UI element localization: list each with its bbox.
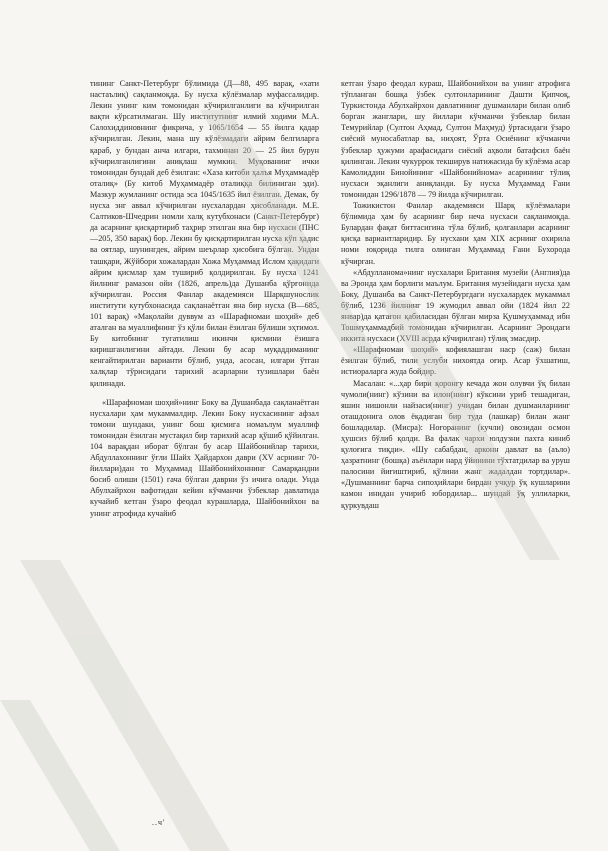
right-paragraph-1: кетган ўзаро феодал кураш, Шайбонийхон ва унинг атрофига тўпланган бошқа ўзбек султонларининг Дашти Қипчоқ, Туркистонда Абулхайрхон давлатининг душманлари билан олиб борган жанглари, шу йиллари кўчманчи ўзбеклар билан Темурийлар (Султон Аҳмад, Султон Маҳмуд) ўртасидаги ўзаро сиёсий муносабатлар ва, ниҳоят, Ўрта Осиёнинг кўчманчи ўзбеклар ҳужуми арафасидаги сиёсий аҳволи батафсил баён қилинган. Лекин чукуррок текширув натижасида бу кўлёзма асар Камолиддин Бинойининг «Шайбонийнома» асарининг тўлиқ нусхаси эқанлиги аниқланди. Бу нусха Муҳаммад Ғани томонидан 1296/1878 — 79 йилда кўчирилган.	[341, 79, 570, 199]
right-paragraph-3: «Абдулланома»нинг нусхалари Британия музейи (Англия)да ва Эронда ҳам борлиги маълум. Британия музейидаги нусха ҳам Боку, Душанба ва Санкт-Петербургдаги нусхалардек мукаммал бўлиб, 1236 йилнинг 19 жумодил аввал ойи (1824 йил 22 январ)да қатағон қабиласидан бўлган мирза Қушмуҳаммад ибн Тошмуҳаммадбий томонидан кўчирилган. Асарнинг Эрондаги иккита нусхаси (XVIII асрда кўчирилган) тўлиқ эмасдир.	[341, 267, 570, 344]
right-paragraph-2: Тожикистон Фанлар академияси Шарқ кўлёзмалари бўлимида ҳам бу асарнинг бир неча нусхаси сақланмоқда. Булардан фақат биттасигина тўла бўлиб, қолганлари асарнинг қисқа вариантларидир. Бу нусхани ҳам XIX асрнинг охирила номи юқорида тилга олинган Муҳаммад Ғани Бухорода кўчирган.	[341, 201, 570, 266]
left-paragraph-1: тининг Санкт-Петербург бўлимида (Д—88, 495 варақ, «хати настаълиқ) сақланмоқда. Бу нусха кўлёзмалар муфассалидир. Лекин унинг ким томонидан кўчирилганлиги ва кўчирилган вақти кўрсатилмаган. Шу институтнинг илмий ходими М.А. Салохиддиновнинг фикрича, у 1065/1654 — 55 йилга қадар кўчирилган. Лекин, мана шу кўлёзмадаги айрим белгиларга қараб, у бундан анча илгари, тахминан 20 — 25 йил бурун кўчирилганлигини аниқлаш мумкин. Муқованинг ички томонидан бундай деб ёзилган: «Хаза китоби ҳалъя Муҳаммадёр оталиқ» (Бу китоб Муҳаммадёр оталиққа билиниган эди). Мазкур жумланинг остида эса 1045/1635 йил ёзилган. Демак, бу нусха энг аввал кўчирилган нусхалардан ҳисобланади. М.Е. Салтиков-Шчедрин номли халқ кутубхонаси (Санкт-Петербург) да асарнинг қисқартириб таҳрир этилган яна бир нусхаси (ПНС—205, 350 варақ) бор. Лекин бу қисқартирилган нусха кўп ҳадис ва оятлар, шунингдек, айрим шеърлар ҳисобига бўлган. Ундан ташқари, Жўйбори хожалардан Хожа Муҳаммад Ислом ҳақидаги айрим қисмлар ҳам тушириб қолдирилган. Бу нусха 1241 йилнинг рамазон ойи (1826, апрель)да Душанба қўрғонида кўчирилган. Россия Фанлар академияси Шарқшунослик институти кутубхонасида сақланаётган яна бир нусха (В—685, 101 варақ) «Мақолайи дуввум аз «Шарафномаи шоҳий» деб аталган ва муаллифнинг ўз қўли билан ёзилган бўлиши эҳтимол. Бу китобнинг тугатилиш икинчи қисмини ёзишга киришганлигини айтади. Лекин бу асар муқаддиманинг кенгайтирилган варианти бўлиб, унда, асосан, илгари ўтган халқлар тўрисидаги тарихий асарларни тузишлари баён қилинади.	[90, 79, 319, 388]
right-paragraph-4: «Шарафномаи шоҳий» кофиялашган наср (саж) билан ёзилган бўлиб, тили услуби нихоятда оғир. Асар ўхшатиш, истиораларга жуда бойдир.	[341, 345, 570, 377]
left-column	[90, 78, 319, 519]
right-column	[341, 78, 570, 511]
left-paragraph-2: «Шарафномаи шоҳий»нинг Боку ва Душанбада сақланаётган нусхалари ҳам мукаммалдир. Лекин Боку нусхасининг афзал томони шундаки, унинг бош қисмига номаълум муаллиф томонидан ёзилган мустақил бир тарихий асар қўшиб қўйилган. 104 варақдан иборат бўлган бу асар Шайбонийлар тарихи, Абдуллахоннинг ўғли Шайх Ҳайдархон даври (XV асрнинг 70-йиллари)дан то Муҳаммад Шайбонийхоннинг Самарқандни босиб олиши (1501) гача бўлган даврни ўз ичига олади. Унда Абулхайрхон вафотидан кейин кўчманчи ўзбеклар давлатида кучайиб кетган ўзаро феодал курашларда, Шайбонийхон ва унинг атрофида кучайиб	[90, 397, 319, 518]
right-paragraph-5: Масалан: «...ҳар бири қоронғу кечада жон олувчи ўқ билан чумоли(нинг) кўзини ва илон(нинг) кўксини уриб тешадиган, яшин нишонли найзаси(нинг) учидан билан душманларнинг оташдонига олов ёқадиган бир туда (лашкар) билан жанг бошладилар. (Мисра): Ноғоранинг (кучли) овозидан осмон ҳушсиз бўлиб қолди. Ва фалак чархи юлдузни пахта киниб қулоғига тиқди». «Шу сабабдан, арконн давлат ва (аъло) ҳазратнинг (бошқа) аъёнлари нард ўйинини тўхтатдилар ва уруш палосини йиғиштириб, қўлини жанг жадалдан тортдилар». «Душманнинг барча сипоҳийлари бирдан учқур ўқ кушларини камон инидан учириб юбордилар... шундай ўқ уллиларки, қуркувдаш	[341, 378, 570, 510]
page-number: ..ч'	[152, 818, 166, 827]
